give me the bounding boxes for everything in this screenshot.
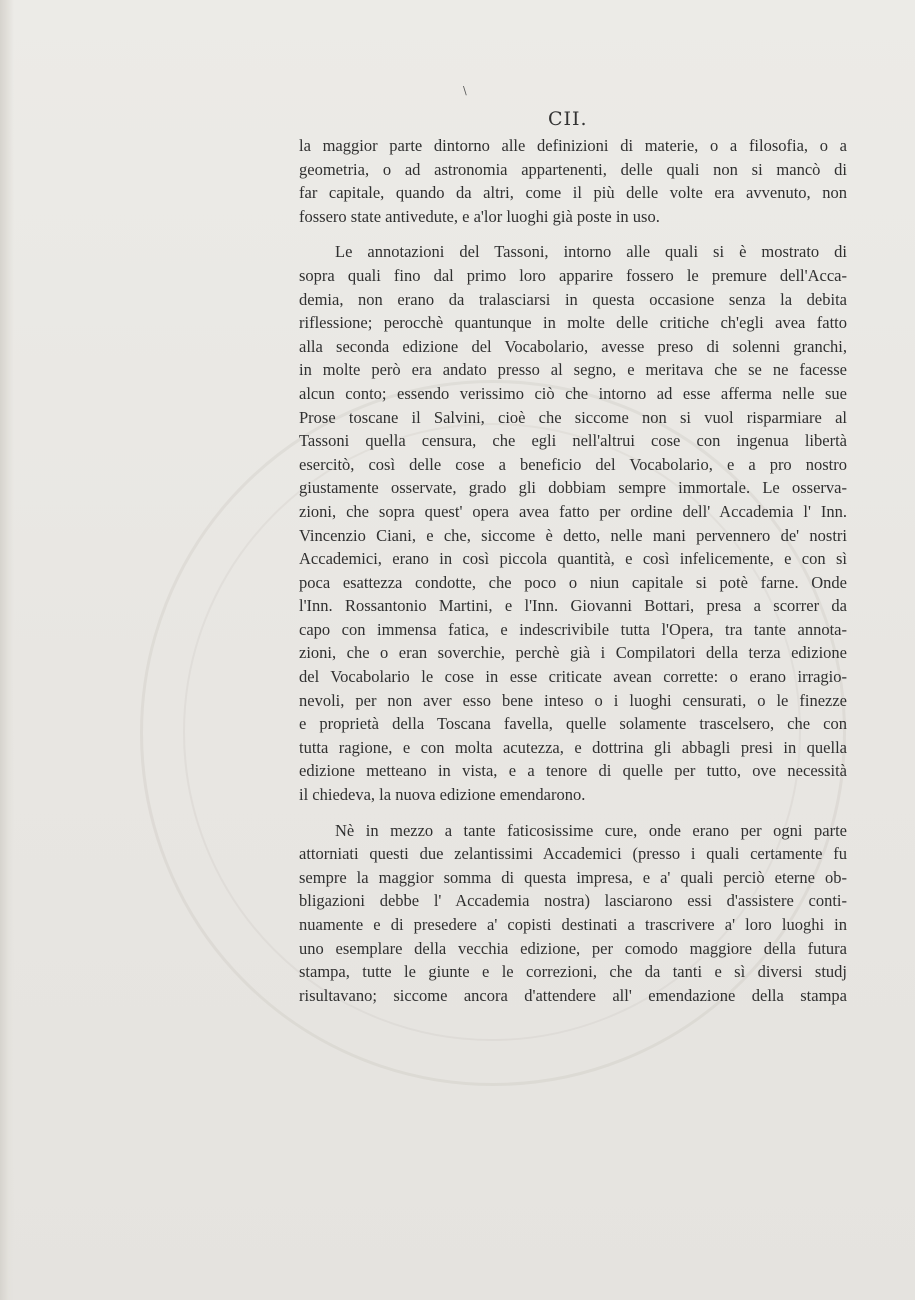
text-line: fossero state antivedute, e a'lor luoghi già poste in uso. (299, 206, 660, 226)
text-line: e proprietà della Toscana favella, quelle solamente trascelsero, che con (299, 714, 847, 734)
page-edge-shadow (0, 0, 14, 1300)
page-number: CII. (548, 108, 588, 130)
text-line: il chiedeva, la nuova edizione emendarono. (299, 785, 586, 805)
text-line: Vincenzio Ciani, e che, siccome è detto, nelle mani pervennero de' nostri (299, 525, 847, 545)
text-line: alcun conto; essendo verissimo ciò che intorno ad esse afferma nelle sue (299, 383, 847, 403)
text-line: capo con immensa fatica, e indescrivibile tutta l'Opera, tra tante annota- (299, 619, 847, 639)
text-line: Nè in mezzo a tante faticosissime cure, onde erano per ogni parte (335, 820, 847, 840)
paragraph (299, 134, 847, 228)
text-line: attorniati questi due zelantissimi Accademici (presso i quali certamente fu (299, 844, 847, 864)
text-line: in molte però era andato presso al segno, e meritava che se ne facesse (299, 360, 847, 380)
text-line: la maggior parte dintorno alle definizioni di materie, o a filosofia, o a (299, 136, 847, 155)
text-line: Tassoni quella censura, che egli nell'altrui cose con ingenua libertà (299, 431, 847, 451)
text-line: zioni, che o eran soverchie, perchè già i Compilatori della terza edizione (299, 643, 847, 663)
text-line: stampa, tutte le giunte e le correzioni, che da tanti e sì diversi studj (299, 962, 847, 982)
text-line: poca esattezza condotte, che poco o niun capitale si potè farne. Onde (299, 572, 847, 592)
text-line: del Vocabolario le cose in esse criticate avean corrette: o erano irragio- (299, 667, 847, 687)
text-line: riflessione; perocchè quantunque in molte delle critiche ch'egli avea fatto (299, 313, 847, 333)
text-line: sopra quali fino dal primo loro apparire fossero le premure dell'Acca- (299, 265, 847, 285)
text-line: Accademici, erano in così piccola quantità, e così infelicemente, e con sì (299, 549, 847, 569)
text-line: zioni, che sopra quest' opera avea fatto per ordine dell' Accademia l' Inn. (299, 501, 847, 521)
text-line: nuamente e di presedere a' copisti destinati a trascrivere a' loro luoghi in (299, 915, 847, 934)
text-line: uno esemplare della vecchia edizione, per comodo maggiore della futura (299, 938, 847, 958)
text-line: alla seconda edizione del Vocabolario, avesse preso di solenni granchi, (299, 336, 847, 356)
text-line: l'Inn. Rossantonio Martini, e l'Inn. Giovanni Bottari, presa a scorrer da (299, 596, 847, 616)
text-line: bligazioni debbe l' Accademia nostra) lasciarono essi d'assistere conti- (299, 891, 847, 911)
text-line: far capitale, quando da altri, come il più delle volte era avvenuto, non (299, 183, 847, 203)
paragraph (299, 819, 847, 1008)
body-text (299, 134, 847, 1007)
paragraph-gap (299, 228, 847, 240)
text-line: edizione metteano in vista, e a tenore di quelle per tutto, ove necessità (299, 761, 847, 781)
paragraph-gap (299, 807, 847, 819)
text-line: risultavano; siccome ancora d'attendere all' emendazione della stampa (299, 985, 847, 1005)
text-line: Prose toscane il Salvini, cioè che siccome non si vuol risparmiare al (299, 407, 847, 427)
printer-mark: \ (463, 84, 467, 97)
paragraph (299, 240, 847, 806)
text-line: tutta ragione, e con molta acutezza, e dottrina gli abbagli presi in quella (299, 737, 847, 757)
text-line: esercitò, così delle cose a beneficio del Vocabolario, e a pro nostro (299, 454, 847, 474)
text-line: geometria, o ad astronomia appartenenti, delle quali non si mancò di (299, 159, 847, 179)
text-line: Le annotazioni del Tassoni, intorno alle quali si è mostrato di (335, 242, 847, 262)
text-line: sempre la maggior somma di questa impresa, e a' quali perciò eterne ob- (299, 867, 847, 887)
text-line: demia, non erano da tralasciarsi in questa occasione senza la debita (299, 289, 847, 309)
text-line: nevoli, per non aver esso bene inteso o i luoghi censurati, o le finezze (299, 690, 847, 710)
text-line: giustamente osservate, grado gli dobbiam sempre immortale. Le osserva- (299, 478, 847, 498)
